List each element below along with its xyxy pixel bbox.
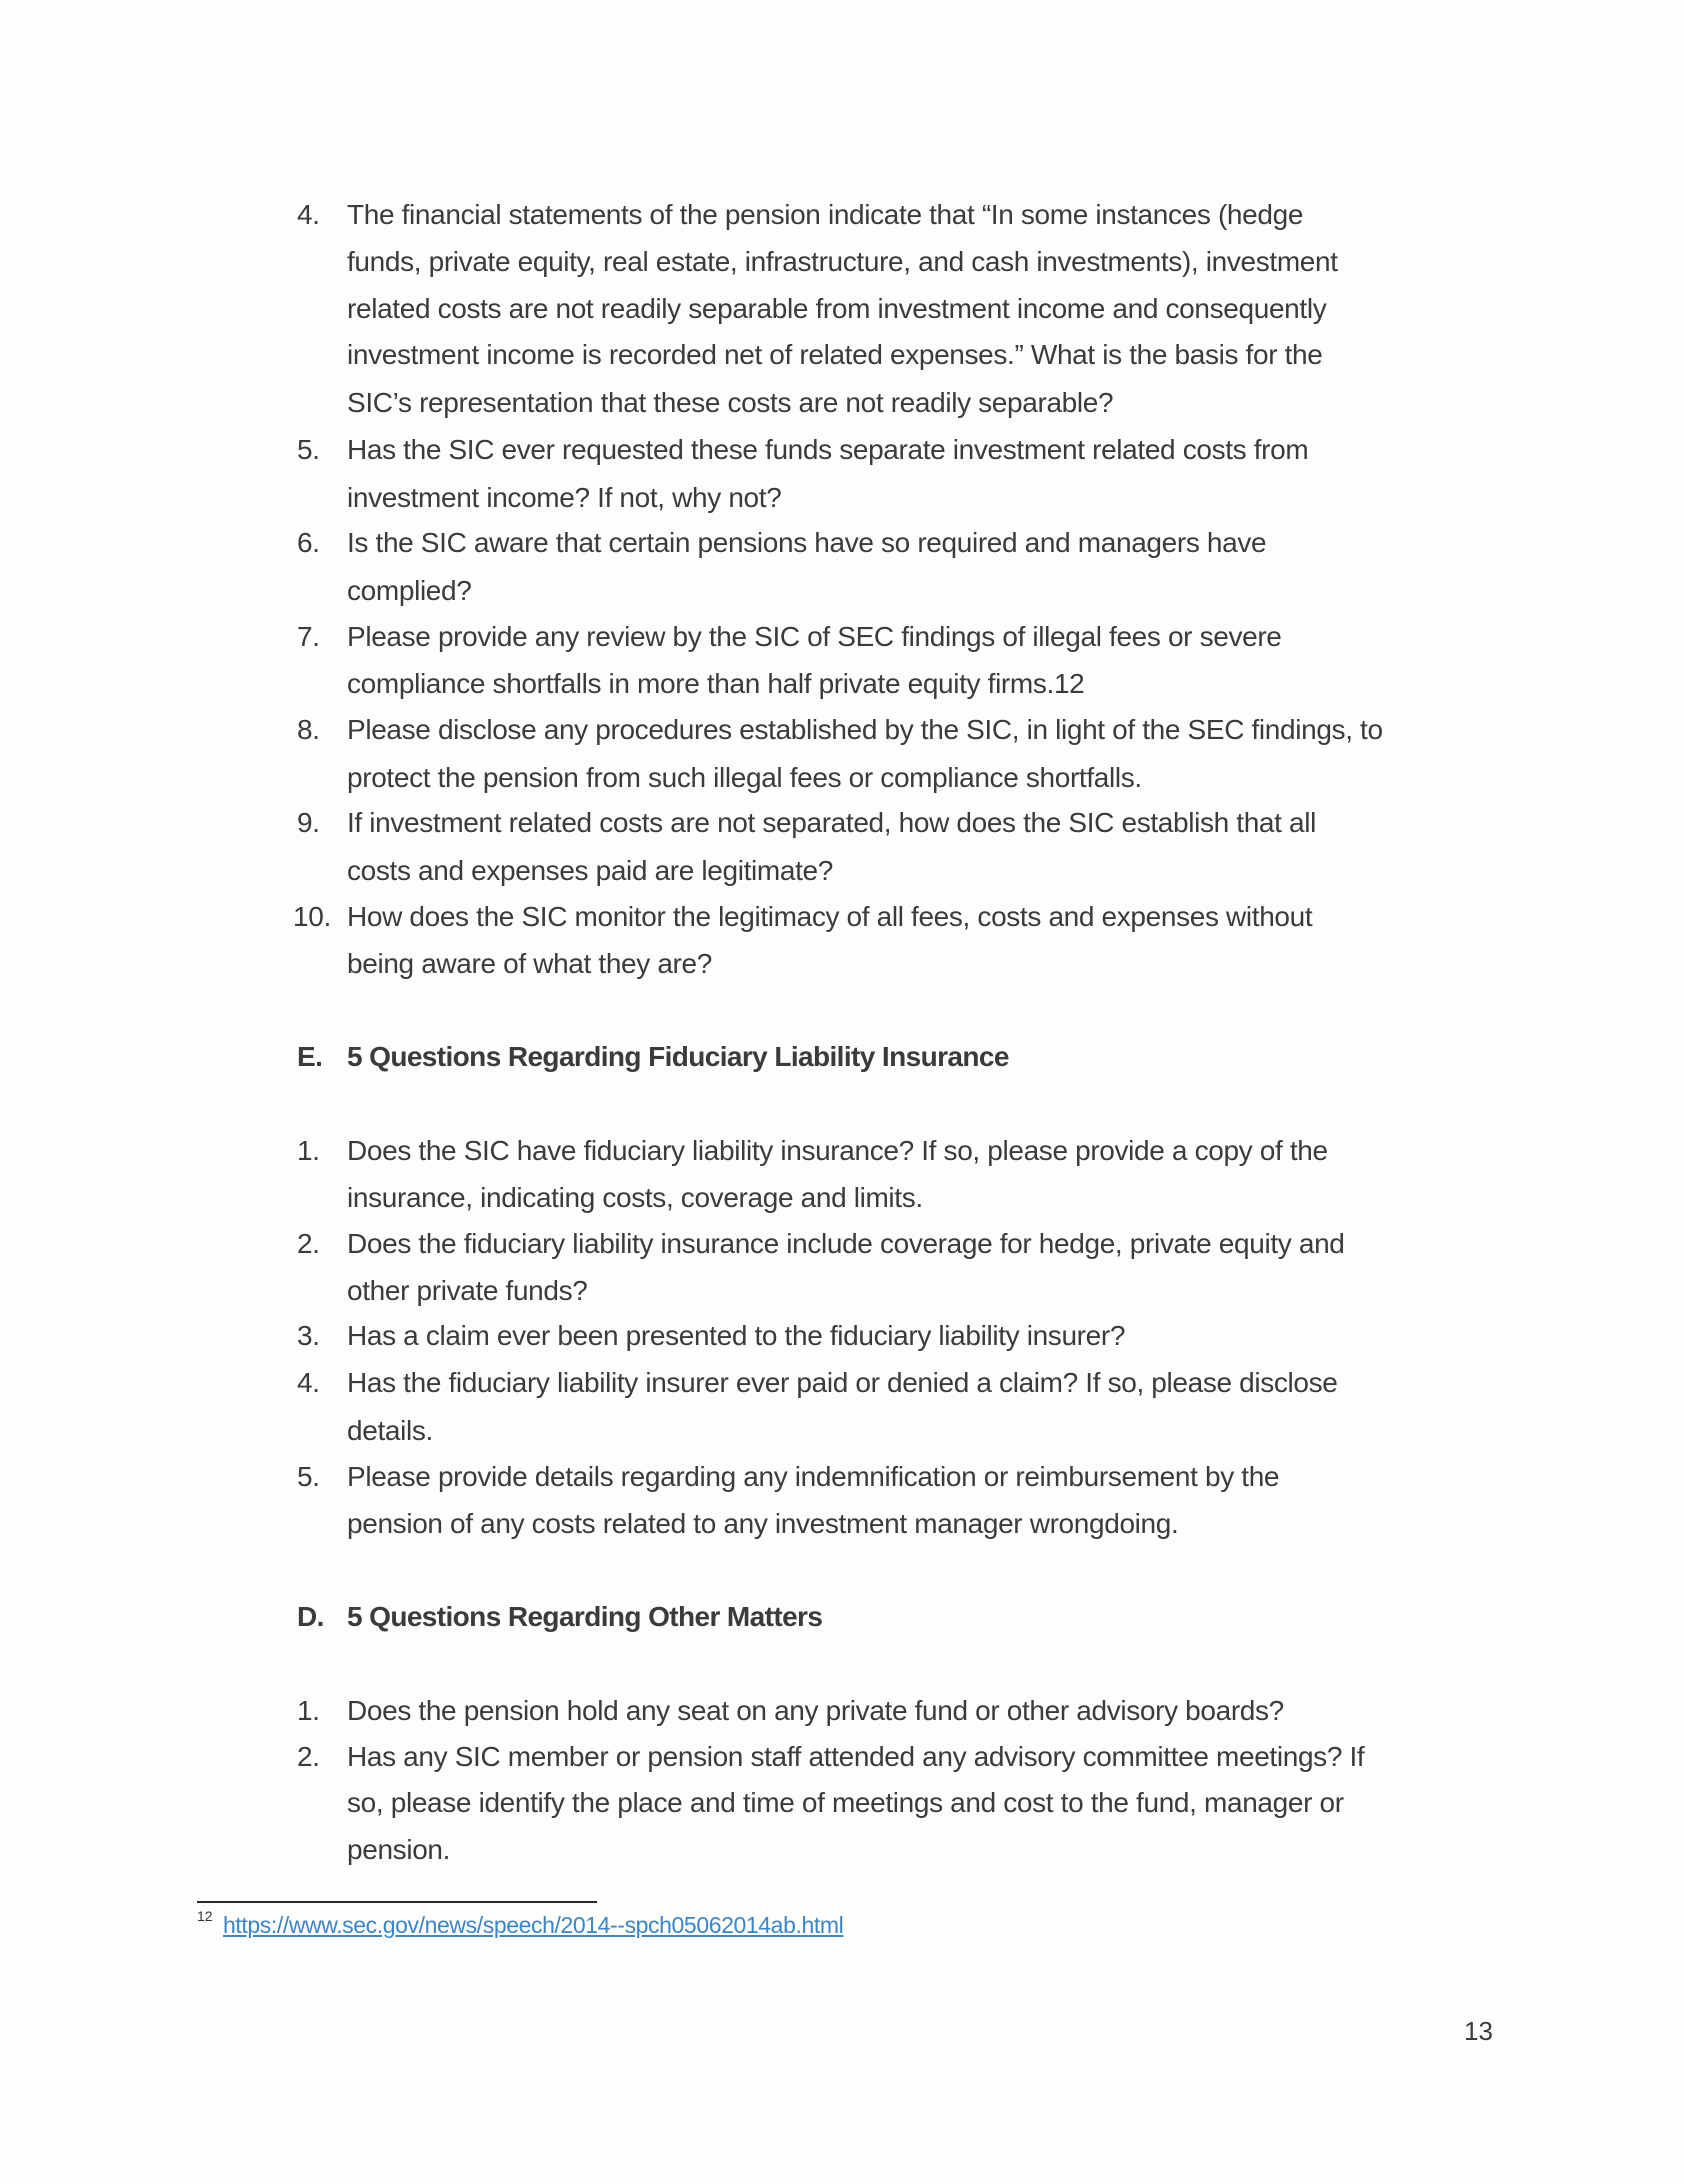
list-number: 7. — [297, 621, 320, 652]
list-item-text: Is the SIC aware that certain pensions have so required and managers have — [347, 527, 1267, 558]
list-item-text: SIC’s representation that these costs are not readily separable? — [347, 387, 1114, 418]
footnote-separator — [197, 1901, 597, 1903]
list-item-text: How does the SIC monitor the legitimacy of all fees, costs and expenses without — [347, 901, 1313, 932]
section-title: 5 Questions Regarding Fiduciary Liability Insurance — [347, 1041, 1009, 1072]
list-item-text: Does the SIC have fiduciary liability insurance? If so, please provide a copy of the — [347, 1135, 1328, 1166]
list-number: 6. — [297, 527, 320, 558]
list-number: 4. — [297, 199, 320, 230]
list-item-text: Please provide any review by the SIC of SEC findings of illegal fees or severe — [347, 621, 1282, 652]
list-item-text: Has any SIC member or pension staff attended any advisory committee meetings? If — [347, 1741, 1365, 1772]
list-item-text: Has the SIC ever requested these funds separate investment related costs from — [347, 434, 1309, 465]
list-number: 9. — [297, 807, 320, 838]
list-item-text: Please provide details regarding any indemnification or reimbursement by the — [347, 1461, 1280, 1492]
list-number: 10. — [293, 901, 331, 932]
list-number: 3. — [297, 1320, 320, 1351]
list-item-text: being aware of what they are? — [347, 948, 712, 979]
list-item-text: Has a claim ever been presented to the fiduciary liability insurer? — [347, 1320, 1126, 1351]
list-number: 1. — [297, 1695, 320, 1726]
section-letter: E. — [297, 1041, 323, 1072]
list-item-text: costs and expenses paid are legitimate? — [347, 855, 833, 886]
list-item-text: The financial statements of the pension indicate that “In some instances (hedge — [347, 199, 1304, 230]
list-item-text: so, please identify the place and time of meetings and cost to the fund, manager or — [347, 1787, 1344, 1818]
list-item-text: Please disclose any procedures established by the SIC, in light of the SEC findings, to — [347, 714, 1383, 745]
list-item-text: details. — [347, 1415, 433, 1446]
list-number: 4. — [297, 1367, 320, 1398]
list-item-text: compliance shortfalls in more than half private equity firms.12 — [347, 668, 1085, 699]
list-item-text: Does the fiduciary liability insurance include coverage for hedge, private equity and — [347, 1228, 1345, 1259]
footnote-marker: 12 — [197, 1908, 213, 1924]
list-number: 5. — [297, 1461, 320, 1492]
list-number: 2. — [297, 1228, 320, 1259]
list-item-text: investment income? If not, why not? — [347, 482, 782, 513]
list-item-text: related costs are not readily separable from investment income and consequently — [347, 293, 1327, 324]
list-item-text: investment income is recorded net of related expenses.” What is the basis for the — [347, 339, 1323, 370]
section-title: 5 Questions Regarding Other Matters — [347, 1601, 823, 1632]
page-number: 13 — [1464, 2016, 1493, 2046]
list-item-text: other private funds? — [347, 1275, 588, 1306]
list-item-text: Does the pension hold any seat on any private fund or other advisory boards? — [347, 1695, 1284, 1726]
footnote-link[interactable]: https://www.sec.gov/news/speech/2014--spch05062014ab.html — [223, 1912, 844, 1938]
list-item-text: funds, private equity, real estate, infrastructure, and cash investments), investment — [347, 246, 1338, 277]
list-number: 5. — [297, 434, 320, 465]
list-item-text: protect the pension from such illegal fees or compliance shortfalls. — [347, 762, 1142, 793]
list-item-text: pension. — [347, 1834, 451, 1865]
list-item-text: Has the fiduciary liability insurer ever paid or denied a claim? If so, please disclose — [347, 1367, 1338, 1398]
list-number: 8. — [297, 714, 320, 745]
list-item-text: complied? — [347, 575, 472, 606]
section-letter: D. — [297, 1601, 324, 1632]
list-item-text: pension of any costs related to any investment manager wrongdoing. — [347, 1508, 1179, 1539]
list-item-text: insurance, indicating costs, coverage and limits. — [347, 1182, 923, 1213]
list-number: 1. — [297, 1135, 320, 1166]
list-number: 2. — [297, 1741, 320, 1772]
list-item-text: If investment related costs are not separated, how does the SIC establish that all — [347, 807, 1316, 838]
